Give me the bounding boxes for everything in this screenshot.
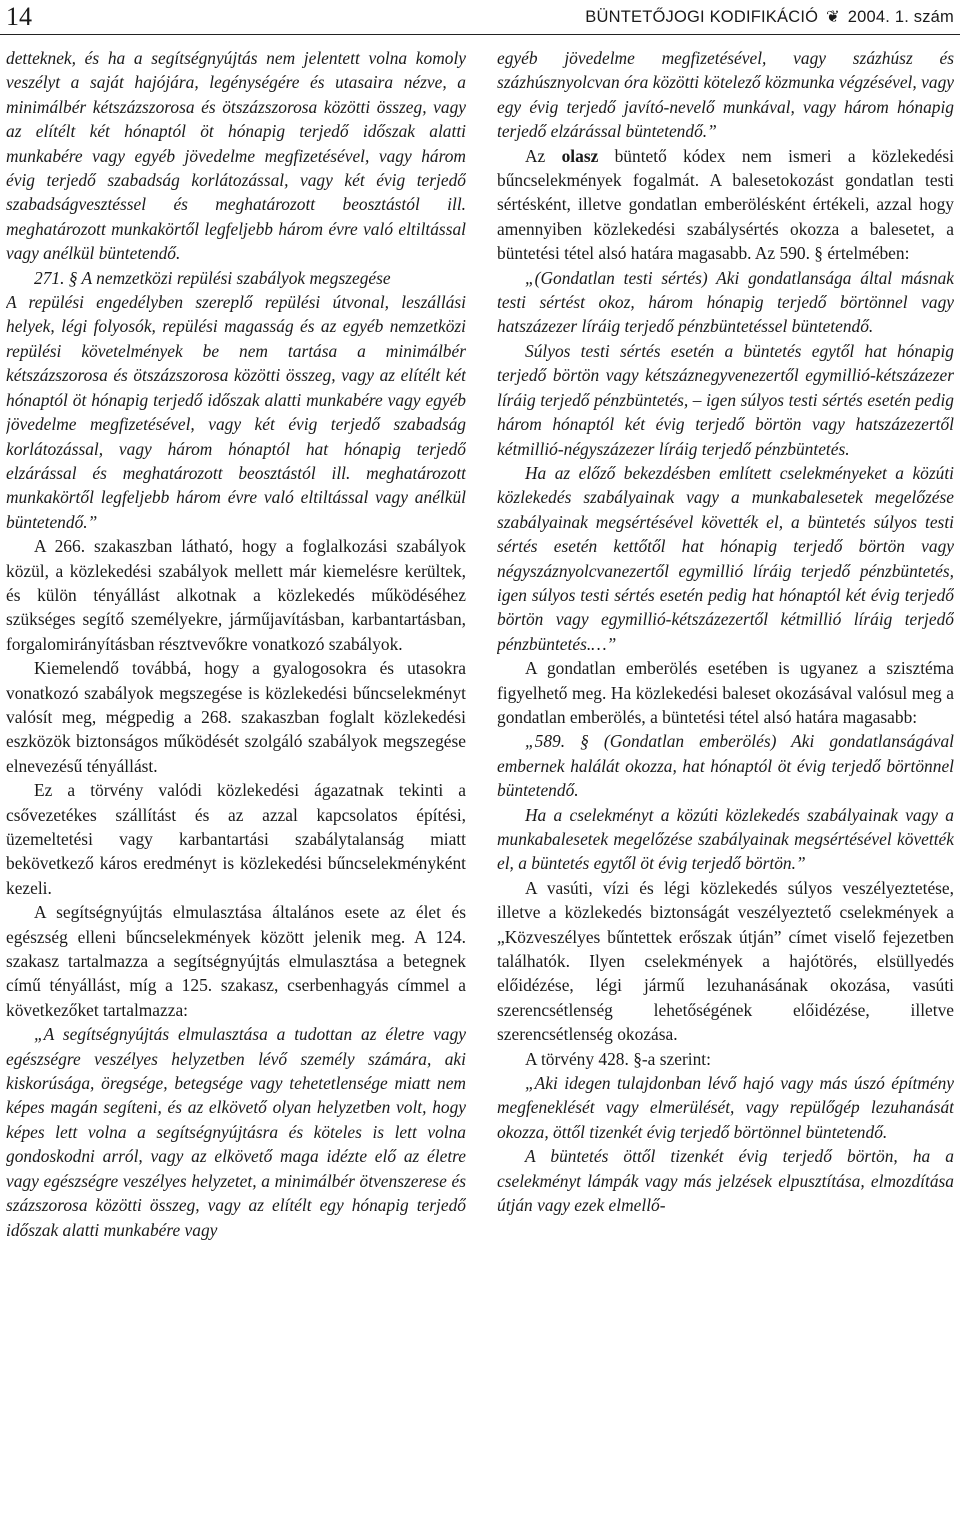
quote-paragraph: „Aki idegen tulajdonban lévő hajó vagy más úszó építmény megfeneklését vagy elmerülését, vagy repülőgép lezuhanását okozza, öttől tizenkét évig terjedő börtönnel büntetendő. <box>497 1073 954 1142</box>
quote-paragraph: Súlyos testi sértés esetén a büntetés egytől hat hónapig terjedő börtön vagy kétszáznegyvenezertől egymillió-kétszázezer líráig terjedő pénzbüntetés, – igen súlyos testi sértés esetén pedig három hónaptól két évig terjedő börtön vagy hatszázezertől kétmillió-négyszázezer líráig terjedő pénzbüntetés. <box>497 340 954 459</box>
running-header <box>585 6 954 28</box>
journal-title: BÜNTETŐJOGI KODIFIKÁCIÓ <box>585 8 819 26</box>
paragraph: detteknek, és ha a segítségnyújtás nem jelentett volna komoly veszélyt a saját hajójára, legénységére és utasaira nézve, a minimálbér kétszázszorosa és ötszázszorosa közötti összeg, vagy az elítélt két hónaptól öt hónapig terjedő időszak alatti munkabére vagy egyéb jövedelme megfizetésével, vagy három évig terjedő szabadság korlátozással, vagy két évig terjedő szabadságvesztéssel és meghatározott beosztástól ill. meghatározott munkakörtől legfeljebb három évre való eltiltással vagy anélkül büntetendő. <box>6 48 466 264</box>
paragraph: Kiemelendő továbbá, hogy a gyalogosokra és utasokra vonatkozó szabályok megszegése is közlekedési bűncselekményt valósít meg, mégpedig a 268. szakaszban foglalt közlekedési eszközök biztonságos működését szolgáló szabályok megszegése elnevezésű tényállást. <box>6 658 466 776</box>
paragraph: A segítségnyújtás elmulasztása általános esete az élet és egészség elleni bűncselekmények között jelenik meg. A 124. szakasz tartalmazza a segítségnyújtás elmulasztása a betegnek című tényállást, míg a 125. szakasz, cserbenhagyás címmel a következőket tartalmazza: <box>6 902 466 1020</box>
page-header <box>0 0 960 35</box>
section-heading: 271. § A nemzetközi repülési szabályok megszegése <box>34 267 391 288</box>
issue-label: 2004. 1. szám <box>847 8 954 26</box>
left-column <box>6 46 466 1516</box>
paragraph: egyéb jövedelme megfizetésével, vagy százhúsz és százhúsznyolcvan óra közötti kötelező közmunka végzésével, vagy egy évig terjedő javító-nevelő munkával, vagy három hónapig terjedő elzárással büntetendő.” <box>497 48 954 142</box>
quote-paragraph: „589. § (Gondatlan emberölés) Aki gondatlanságával embernek halálát okozza, hat hónaptól öt évig terjedő börtönnel büntetendő. <box>497 731 954 801</box>
paragraph: Ez a törvény valódi közlekedési ágazatnak tekinti a csővezetékes szállítást és az azzal kapcsolatos építési, üzemeltetési vagy karbantartási szabálytalanság miatt bekövetkező káros eredményt is közlekedési bűncselekményként kezeli. <box>6 780 466 898</box>
quote-paragraph: Ha az előző bekezdésben említett cselekményeket a közúti közlekedés szabályainak vagy a munkabalesetek megelőzése szabályainak megsértésével követték el, a büntetés súlyos testi sértés esetén kettőtől hat hónapig terjedő börtön vagy négyszáznyolcvanezertől egymillió líráig terjedő pénzbüntetés, igen súlyos testi sértés esetén pedig hat hónaptól két évig terjedő börtön vagy egymillió-kétszázezertől kétmillió líráig terjedő pénzbüntetés.…” <box>497 462 954 654</box>
text-fragment: büntető kódex nem ismeri a közlekedési bűncselekmények fogalmát. A balesetokozást gondatlan testi sértésként, illetve gondatlan emberölésként értékeli, azzal hogy amennyiben közlekedési szabálysértés okozza a balesetet, a büntetési tétel alsó határa magasabb. Az 590. § értelmében: <box>497 145 954 264</box>
paragraph: A törvény 428. §-a szerint: <box>525 1048 711 1069</box>
right-column <box>497 46 954 1516</box>
quote-paragraph: „A segítségnyújtás elmulasztása a tudottan az életre vagy egészségre veszélyes helyzetben lévő személy számára, aki kiskorúsága, öregsége, betegsége vagy tehetetlensége miatt nem képes magán segíteni, és az elkövető olyan helyzetben volt, hogy képes lett volna a segítségnyújtásra és köteles is lett volna gondoskodni arról, vagy az elkövető maga idézte elő az életre vagy egészségre veszélyes helyzetet, a minimálbér ötvenszerese és százszorosa közötti összeg, vagy az elítélt egy hónapig terjedő időszak alatti munkabére vagy <box>6 1024 466 1240</box>
ornament-icon: ❦ <box>825 7 840 26</box>
paragraph: A vasúti, vízi és légi közlekedés súlyos veszélyeztetése, illetve a közlekedés biztonságát veszélyeztető cselekmények a „Közveszélyes bűntettek erőszak útján” címet viselő fejezetben találhatók. Ilyen cselekmények a hajótörés, elsüllyedés előidézése, légi jármű lezuhanásának okozása, vasúti szerencsétlenség lehetőségének előidézése, illetve szerencsétlenség okozása. <box>497 877 954 1045</box>
paragraph: A repülési engedélyben szereplő repülési útvonal, leszállási helyek, légi folyosók, repülési magasság és az egyéb nemzetközi repülési követelmények be nem tartása a minimálbér kétszázszorosa és ötszázszorosa közötti összeg, vagy az elítélt két hónaptól öt hónapig terjedő időszak alatti munkabére vagy egyéb jövedelme megfizetésével, vagy két évig terjedő szabadság korlátozással, vagy három hónaptól hat hónapig terjedő elzárással és meghatározott beosztástól ill. meghatározott munkakörtől legfeljebb három évre való eltiltással vagy anélkül büntetendő.” <box>6 292 466 532</box>
paragraph: A gondatlan emberölés esetében is ugyanez a szisztéma figyelhető meg. Ha közlekedési baleset okozásával valósul meg a gondatlan emberölés, a büntetési tétel alsó határa magasabb: <box>497 658 954 727</box>
page-number: 14 <box>6 2 32 31</box>
text-fragment: Az <box>525 145 562 166</box>
paragraph <box>497 144 954 266</box>
quote-paragraph: „(Gondatlan testi sértés) Aki gondatlansága által másnak testi sértést okoz, három hónapig terjedő börtönnel vagy hatszázezer líráig terjedő pénzbüntetéssel büntetendő. <box>497 267 954 337</box>
quote-paragraph: Ha a cselekményt a közúti közlekedés szabályainak vagy a munkabalesetek megelőzése szabályainak megsértésével követték el, a büntetés egytől öt évig terjedő börtön.” <box>497 804 954 874</box>
emphasis-olasz: olasz <box>561 145 599 166</box>
quote-paragraph: A büntetés öttől tizenkét évig terjedő börtön, ha a cselekményt lámpák vagy más jelzések elpusztítása, elmozdítása útján vagy ezek elmellő- <box>497 1146 954 1216</box>
paragraph: A 266. szakaszban látható, hogy a foglalkozási szabályok közül, a közlekedési szabályok mellett már kiemelésre kerültek, és külön tényállást alkotnak a közlekedés működéséhez szükséges segítő személyekre, járműjavításban, karbantartásban, forgalomirányításban résztvevőkre vonatkozó szabályok. <box>6 536 466 654</box>
